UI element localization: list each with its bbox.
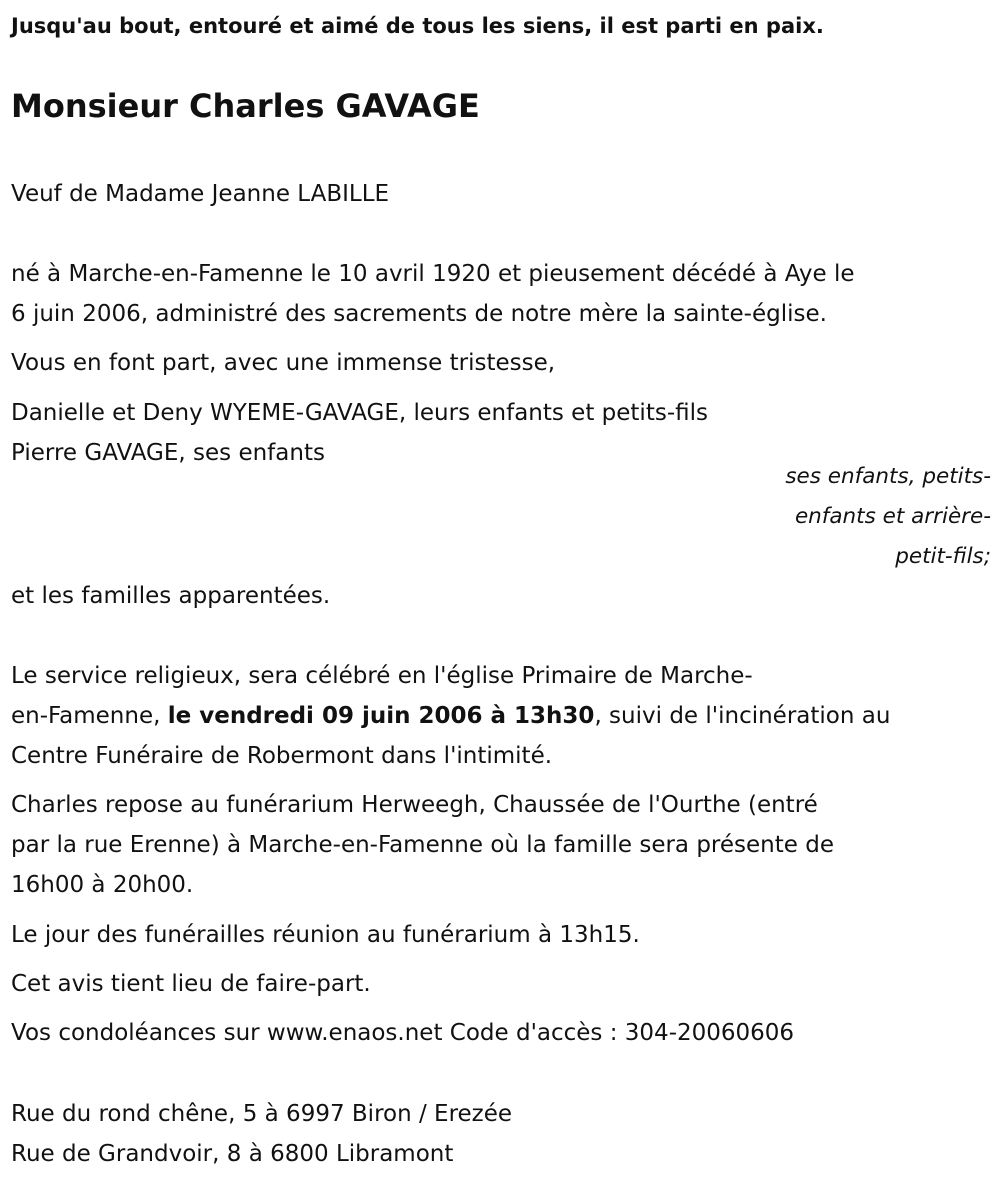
deceased-name: Monsieur Charles GAVAGE	[11, 87, 480, 125]
service-line-2-start: en-Famenne,	[11, 703, 168, 729]
related-families-line: et les familles apparentées.	[11, 583, 331, 609]
service-line-2	[11, 696, 890, 736]
family-italic-line-1: ses enfants, petits-	[785, 464, 991, 489]
rests-line-1: Charles repose au funérarium Herweegh, Chaussée de l'Ourthe (entré	[11, 792, 818, 818]
family-line-1: Danielle et Deny WYEME-GAVAGE, leurs enfants et petits-fils	[11, 400, 708, 426]
family-line-2: Pierre GAVAGE, ses enfants	[11, 440, 325, 466]
address-line-1: Rue du rond chêne, 5 à 6997 Biron / Erezée	[11, 1101, 513, 1127]
birth-death-line-2: 6 juin 2006, administré des sacrements de notre mère la sainte-église.	[11, 301, 827, 327]
service-line-3: Centre Funéraire de Robermont dans l'intimité.	[11, 743, 553, 769]
address-line-2: Rue de Grandvoir, 8 à 6800 Libramont	[11, 1141, 454, 1167]
widower-line: Veuf de Madame Jeanne LABILLE	[11, 181, 390, 207]
birth-death-line-1: né à Marche-en-Famenne le 10 avril 1920 et pieusement décédé à Aye le	[11, 261, 855, 287]
family-italic-line-2: enfants et arrière-	[794, 504, 991, 529]
family-italic-block	[731, 457, 991, 577]
announcement-line: Vous en font part, avec une immense tristesse,	[11, 350, 556, 376]
notice-line: Cet avis tient lieu de faire-part.	[11, 971, 371, 997]
condolences-line: Vos condoléances sur www.enaos.net Code d'accès : 304-20060606	[11, 1020, 795, 1046]
service-line-1: Le service religieux, sera célébré en l'église Primaire de Marche-	[11, 663, 753, 689]
service-date-time: le vendredi 09 juin 2006 à 13h30	[167, 703, 595, 729]
intro-line: Jusqu'au bout, entouré et aimé de tous les siens, il est parti en paix.	[11, 14, 824, 38]
service-line-2-end: , suivi de l'incinération au	[594, 703, 891, 729]
rests-line-3: 16h00 à 20h00.	[11, 872, 194, 898]
family-italic-line-3: petit-fils;	[895, 544, 991, 569]
rests-line-2: par la rue Erenne) à Marche-en-Famenne où la famille sera présente de	[11, 832, 834, 858]
funeral-meeting-line: Le jour des funérailles réunion au funérarium à 13h15.	[11, 922, 640, 948]
